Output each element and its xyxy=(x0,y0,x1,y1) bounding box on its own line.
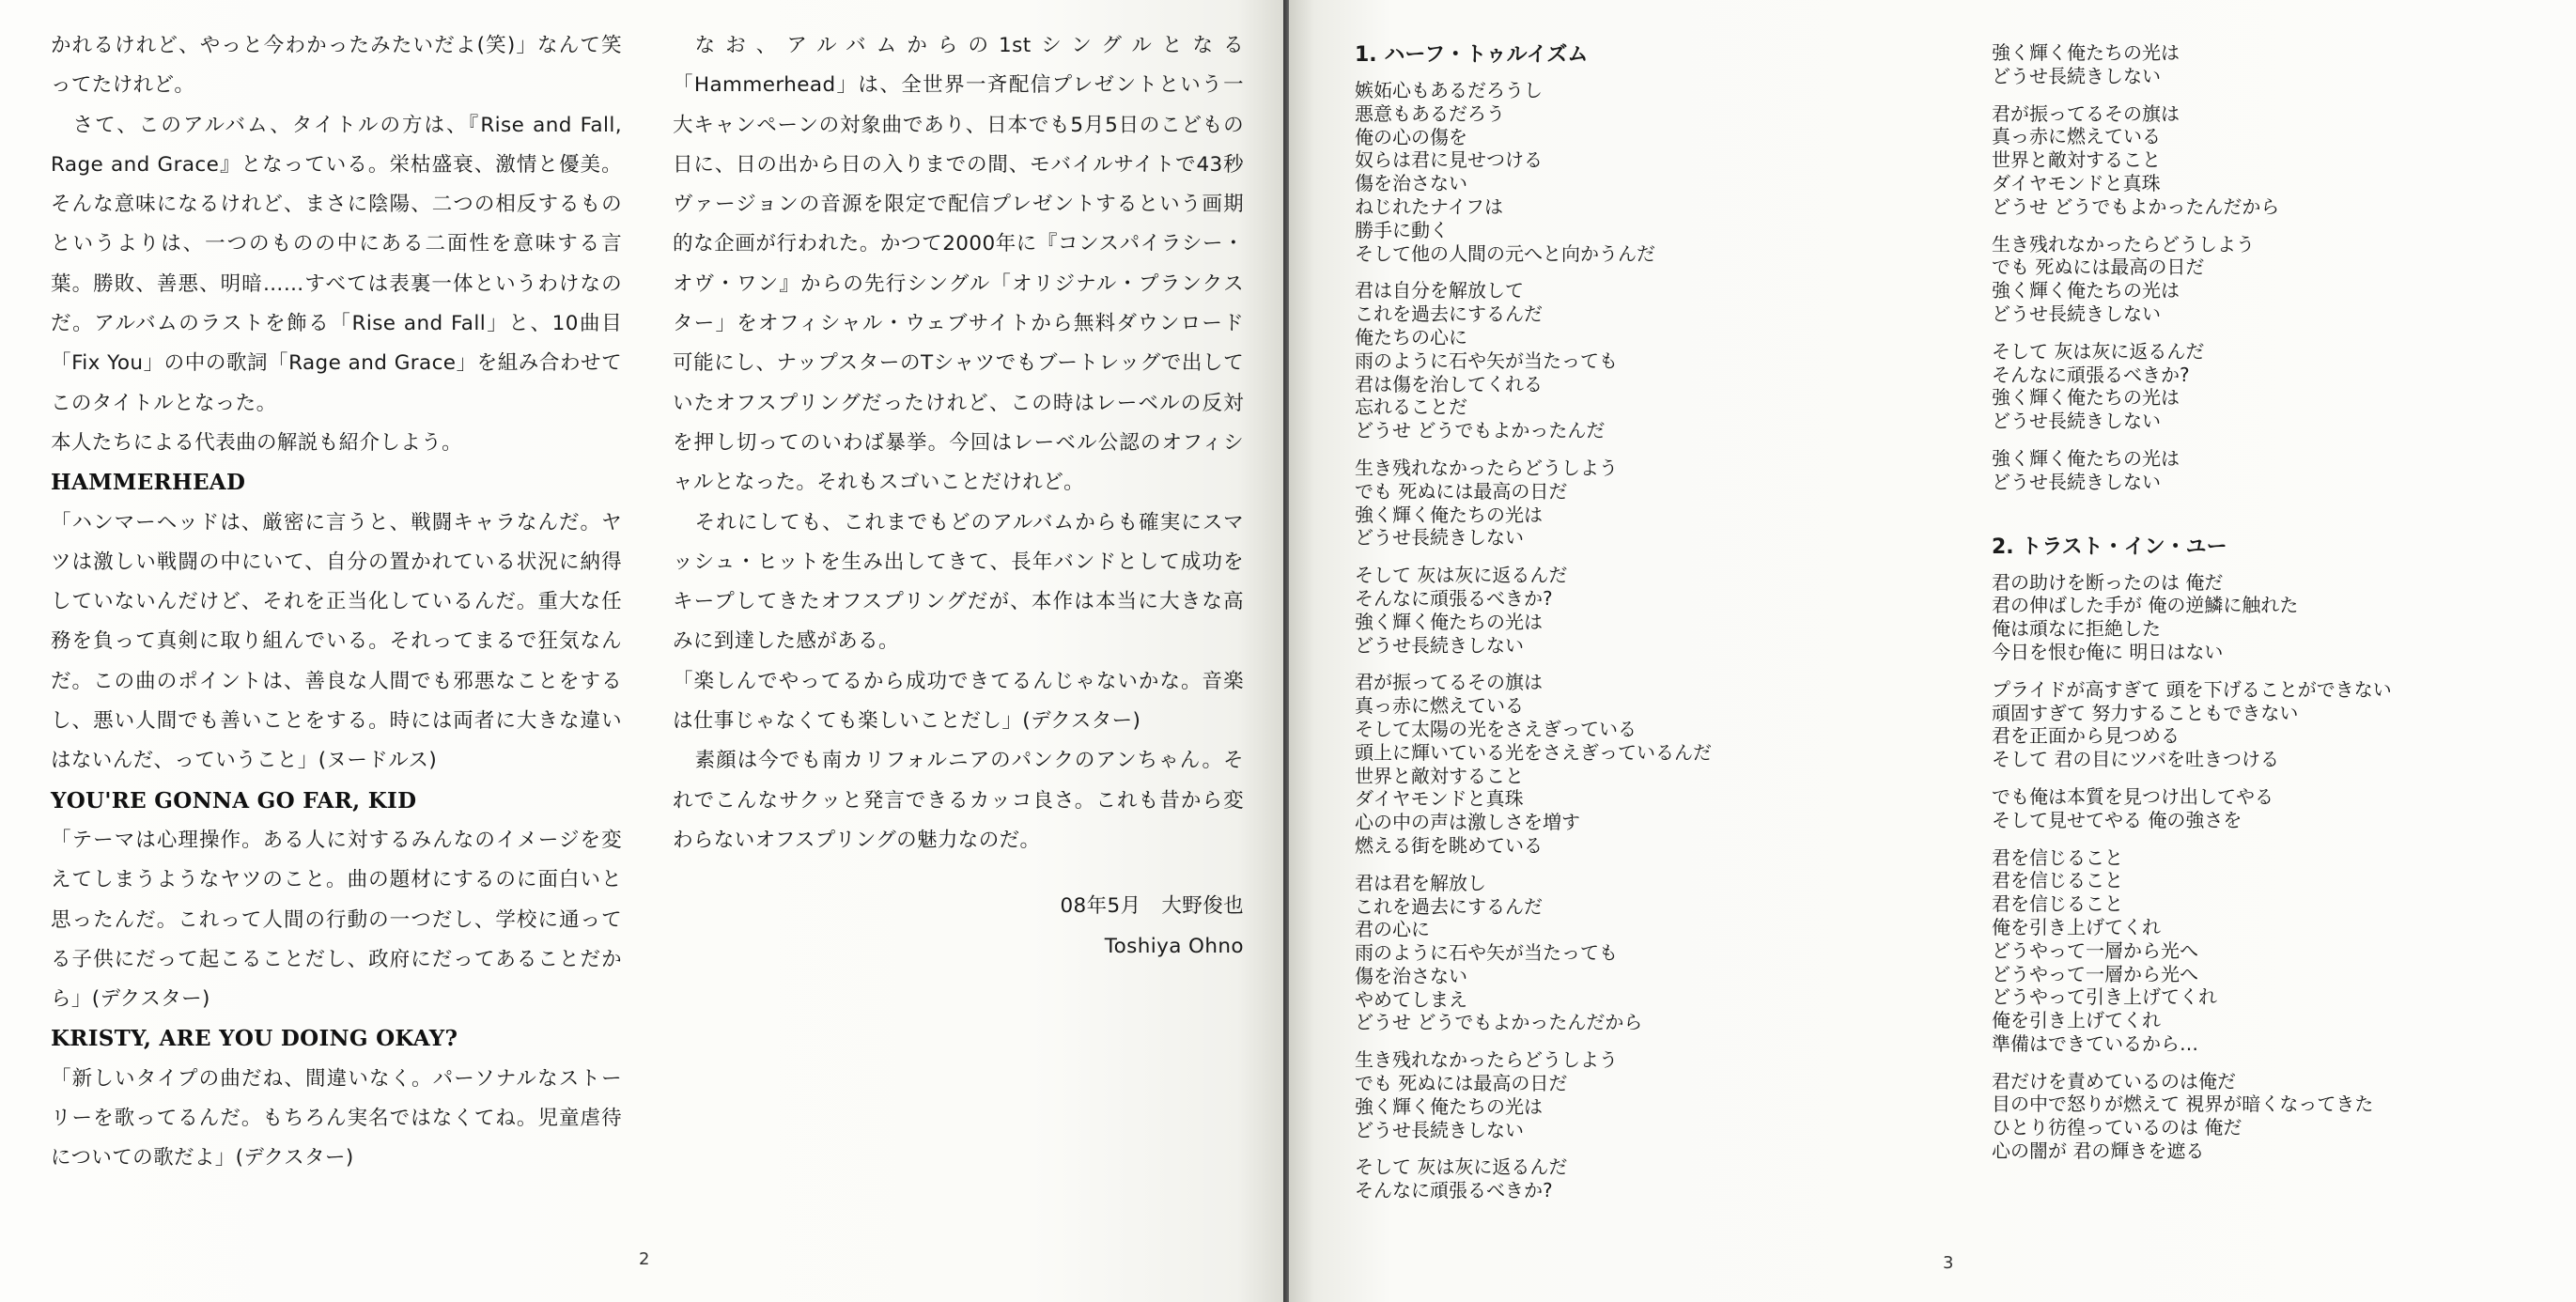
lyric-line: 真っ赤に燃えている xyxy=(1355,694,1524,718)
lyric-line: どうせ長続きしない xyxy=(1992,410,2161,433)
lyric-line: 強く輝く俺たちの光は xyxy=(1992,279,2180,302)
body-paragraph: さて、このアルバム、タイトルの方は、『Rise and Fall, Rage and Grace』となっている。栄枯盛衰、激情と優美。そんな意味になるけれど、まさに陰陽、二つの相反するものというよりは、一つのものの中にある二面性を意味する言葉。勝敗、善悪、明暗……すべては表裏一体というわけなのだ。アルバムのラストを飾る「Rise and Fall」と、10曲目「Fix You」の中の歌詞「Rage and Grace」を組み合わせてこのタイトルとなった。 xyxy=(51,113,622,415)
body-paragraph: なお、アルバムからの1stシングルとなる「Hammerhead」は、全世界一斉配信プレゼントという一大キャンペーンの対象曲であり、日本でも5月5日のこどもの日に、日の出から日の入りまでの間、モバイルサイトで43秒ヴァージョンの音源を限定で配信プレゼントするという画期的な企画が行われた。かつて2000年に『コンスパイラシー・オヴ・ワン』からの先行シングル「オリジナル・プランクスター」をオフィシャル・ウェブサイトから無料ダウンロード可能にし、ナップスターのTシャツでもブートレッグで出していたオフスプリングだったけれど、この時はレーベルの反対を押し切ってのいわば暴挙。今回はレーベル公認のオフィシャルとなった。それもスゴいことだけれど。 xyxy=(673,34,1244,495)
lyric-line: 雨のように石や矢が当たっても xyxy=(1355,941,1618,965)
song-title: 2. トラスト・イン・ユー xyxy=(1992,535,2227,559)
body-paragraph: かれるけれど、やっと今わかったみたいだよ(笑)」なんて笑ってたけれど。 xyxy=(51,34,622,98)
lyric-line: 生き残れなかったらどうしよう xyxy=(1992,232,2255,256)
signature-date-author: 08年5月 大野俊也 xyxy=(1060,894,1244,919)
lyric-line: そして 灰は灰に返るんだ xyxy=(1355,1155,1568,1179)
lyric-line: 世界と敵対すること xyxy=(1355,764,1524,787)
body-paragraph: 素顔は今でも南カリフォルニアのパンクのアンちゃん。それでこんなサクッと発言できるカッコ良さ。これも昔から変わらないオフスプリングの魅力なのだ。 xyxy=(673,749,1244,852)
lyric-line: そんなに頑張るべきか? xyxy=(1992,363,2190,386)
lyric-line: 目の中で怒りが燃えて 視界が暗くなってきた xyxy=(1992,1093,2374,1116)
lyric-line: 君は傷を治してくれる xyxy=(1355,372,1543,395)
lyric-stanza xyxy=(1992,571,2555,664)
body-paragraph: 「新しいタイプの曲だね、間違いなく。パーソナルなストーリーを歌ってるんだ。もちろん実名ではなくてね。児童虐待についての歌だよ」(デクスター) xyxy=(51,1066,622,1170)
body-paragraph: 「テーマは心理操作。ある人に対するみんなのイメージを変えてしまうようなヤツのこと。曲の題材にするのに面白いと思ったんだ。これって人間の行動の一つだし、学校に通ってる子供にだって起こることだし、政府にだってあることだから」(デクスター) xyxy=(51,828,622,1012)
lyric-stanza xyxy=(1355,671,1956,857)
lyric-line: どうせ どうでもよかったんだ xyxy=(1355,419,1606,442)
lyric-line: どうせ長続きしない xyxy=(1992,302,2161,325)
lyric-stanza xyxy=(1992,678,2555,771)
lyric-line: ねじれたナイフは xyxy=(1355,194,1503,218)
lyric-line: どうせ長続きしない xyxy=(1355,633,1524,657)
lyric-line: 君を正面から見つめる xyxy=(1992,724,2180,748)
lyric-line: 雨のように石や矢が当たっても xyxy=(1355,349,1618,372)
lyric-line: 忘れることだ xyxy=(1355,395,1467,419)
lyric-line: そして見せてやる 俺の強さを xyxy=(1992,808,2242,831)
lyric-line: どうせ どうでもよかったんだから xyxy=(1355,1011,1643,1034)
lyric-line: そして 灰は灰に返るんだ xyxy=(1355,564,1568,587)
lyric-line: 俺の心の傷を xyxy=(1355,125,1467,148)
lyric-line: そして他の人間の元へと向かうんだ xyxy=(1355,241,1655,265)
lyric-line: 君が振ってるその旗は xyxy=(1992,101,2180,125)
lyric-stanza xyxy=(1992,846,2555,1056)
lyric-line: 強く輝く俺たちの光は xyxy=(1355,503,1543,526)
lyric-line: 傷を治さない xyxy=(1355,172,1467,195)
lyric-line: でも俺は本質を見つけ出してやる xyxy=(1992,784,2273,808)
essay-column-right xyxy=(673,26,1244,967)
lyric-stanza xyxy=(1355,872,1956,1035)
lyric-stanza xyxy=(1355,457,1956,550)
lyric-line: どうせ長続きしない xyxy=(1355,1118,1524,1141)
lyric-line: ひとり彷徨っているのは 俺だ xyxy=(1992,1116,2242,1139)
lyric-line: そして 灰は灰に返るんだ xyxy=(1992,339,2205,363)
lyric-line: どうせ長続きしない xyxy=(1992,470,2161,493)
lyric-line: 生き残れなかったらどうしよう xyxy=(1355,456,1618,479)
lyric-line: どうやって引き上げてくれ xyxy=(1992,985,2217,1009)
lyric-line: そんなに頑張るべきか? xyxy=(1355,1179,1553,1202)
lyric-line: これを過去にするんだ xyxy=(1355,894,1543,918)
lyric-stanza xyxy=(1992,233,2555,326)
lyric-line: そんなに頑張るべきか? xyxy=(1355,586,1553,610)
lyric-line: プライドが高すぎて 頭を下げることができない xyxy=(1992,677,2392,701)
lyric-line: そして太陽の光をさえぎっている xyxy=(1355,717,1637,740)
lyric-line: 勝手に動く xyxy=(1355,218,1449,241)
lyric-line: これを過去にするんだ xyxy=(1355,302,1543,326)
body-paragraph: 「ハンマーヘッドは、厳密に言うと、戦闘キャラなんだ。ヤツは激しい戦闘の中にいて、自分の置かれている状況に納得していないんだけど、それを正当化しているんだ。重大な任務を負って真剣に取り組んでいる。それってまるで狂気なんだ。この曲のポイントは、善良な人間でも邪悪なことをするし、悪い人間でも善いことをする。時には両者に大きな違いはないんだ、っていうこと」(ヌードルス) xyxy=(51,510,622,773)
song-section-heading: KRISTY, ARE YOU DOING OKAY? xyxy=(51,1026,458,1052)
lyric-line: でも 死ぬには最高の日だ xyxy=(1992,256,2205,279)
body-paragraph: それにしても、これまでもどのアルバムからも確実にスマッシュ・ヒットを生み出してきて、長年バンドとして成功をキープしてきたオフスプリングだが、本作は本当に大きな高みに到達した感がある。 xyxy=(673,510,1244,654)
song-title: 1. ハーフ・トゥルイズム xyxy=(1355,43,1589,67)
lyric-stanza xyxy=(1992,785,2555,832)
lyric-stanza xyxy=(1355,564,1956,657)
lyric-stanza xyxy=(1992,1070,2555,1163)
lyric-line: でも 死ぬには最高の日だ xyxy=(1355,1072,1568,1095)
lyric-line: 強く輝く俺たちの光は xyxy=(1355,610,1543,633)
lyric-stanza xyxy=(1355,1155,1956,1202)
lyric-line: 強く輝く俺たちの光は xyxy=(1992,446,2180,470)
lyric-line: 傷を治さない xyxy=(1355,964,1467,987)
lyric-line: 真っ赤に燃えている xyxy=(1992,125,2161,148)
lyric-line: 強く輝く俺たちの光は xyxy=(1992,386,2180,410)
lyric-line: 君を信じること xyxy=(1992,845,2123,869)
lyric-line: 嫉妬心もあるだろうし xyxy=(1355,79,1543,101)
lyric-line: 君は自分を解放して xyxy=(1355,279,1524,302)
lyric-stanza xyxy=(1992,41,2555,88)
song-section-heading: HAMMERHEAD xyxy=(51,470,246,496)
lyric-line: 君だけを責めているのは俺だ xyxy=(1992,1069,2236,1093)
lyric-line: ダイヤモンドと真珠 xyxy=(1992,171,2161,194)
song-section-heading: YOU'RE GONNA GO FAR, KID xyxy=(51,787,417,814)
lyric-stanza xyxy=(1355,279,1956,442)
signature-romaji: Toshiya Ohno xyxy=(1104,934,1244,958)
lyric-line: 俺たちの心に xyxy=(1355,325,1467,349)
lyric-stanza xyxy=(1992,447,2555,494)
lyric-line: 心の中の声は激しさを増す xyxy=(1355,811,1580,834)
essay-column-left xyxy=(51,26,622,1179)
lyric-line: 君の助けを断ったのは 俺だ xyxy=(1992,570,2224,594)
lyric-line: 奴らは君に見せつける xyxy=(1355,148,1543,172)
lyric-line: 君を信じること xyxy=(1992,892,2123,916)
body-paragraph: 本人たちによる代表曲の解説も紹介しよう。 xyxy=(51,430,463,455)
lyric-line: ダイヤモンドと真珠 xyxy=(1355,787,1524,811)
lyric-line: どうやって一層から光へ xyxy=(1992,962,2198,985)
lyric-line: 君を信じること xyxy=(1992,869,2123,892)
page-number-right: 3 xyxy=(1943,1253,1954,1273)
lyric-line: 俺を引き上げてくれ xyxy=(1992,915,2161,938)
lyrics-column-right xyxy=(1992,41,2555,1177)
lyric-line: 君は君を解放し xyxy=(1355,871,1486,894)
lyric-line: 強く輝く俺たちの光は xyxy=(1355,1094,1543,1118)
lyric-line: 頑固すぎて 努力することもできない xyxy=(1992,701,2299,724)
lyric-stanza xyxy=(1992,102,2555,219)
lyric-line: そして 君の目にツバを吐きつける xyxy=(1992,748,2279,771)
lyric-line: やめてしまえ xyxy=(1355,987,1467,1011)
lyric-line: 君の伸ばした手が 俺の逆鱗に触れた xyxy=(1992,594,2299,617)
lyric-line: 今日を恨む俺に 明日はない xyxy=(1992,640,2224,663)
lyric-line: 強く輝く俺たちの光は xyxy=(1992,41,2180,64)
lyric-line: 悪意もあるだろう xyxy=(1355,101,1505,125)
lyric-stanza xyxy=(1355,79,1956,265)
lyric-line: 頭上に輝いている光をさえぎっているんだ xyxy=(1355,740,1712,764)
body-paragraph: 「楽しんでやってるから成功できてるんじゃないかな。音楽は仕事じゃなくても楽しいことだし」(デクスター) xyxy=(673,669,1244,734)
lyric-line: どうせ長続きしない xyxy=(1992,64,2161,87)
lyric-line: 生き残れなかったらどうしよう xyxy=(1355,1048,1618,1072)
lyric-line: 俺は頑なに拒絶した xyxy=(1992,617,2161,641)
lyric-line: 燃える街を眺めている xyxy=(1355,833,1543,857)
lyric-stanza xyxy=(1355,1048,1956,1141)
lyric-stanza xyxy=(1992,340,2555,433)
lyric-line: 心の闇が 君の輝きを遮る xyxy=(1992,1139,2205,1163)
lyric-line: どうせ どうでもよかったんだから xyxy=(1992,194,2280,218)
lyric-line: 準備はできているから… xyxy=(1992,1031,2198,1055)
lyric-line: 君が振ってるその旗は xyxy=(1355,671,1543,694)
page-number-left: 2 xyxy=(639,1249,650,1269)
lyric-line: どうやって一層から光へ xyxy=(1992,938,2198,962)
lyric-line: 君の心に xyxy=(1355,918,1430,941)
lyric-line: でも 死ぬには最高の日だ xyxy=(1355,479,1568,503)
lyric-line: 俺を引き上げてくれ xyxy=(1992,1009,2161,1032)
lyrics-column-left xyxy=(1355,41,1956,1217)
lyric-line: どうせ長続きしない xyxy=(1355,526,1524,550)
lyric-line: 世界と敵対すること xyxy=(1992,148,2161,172)
